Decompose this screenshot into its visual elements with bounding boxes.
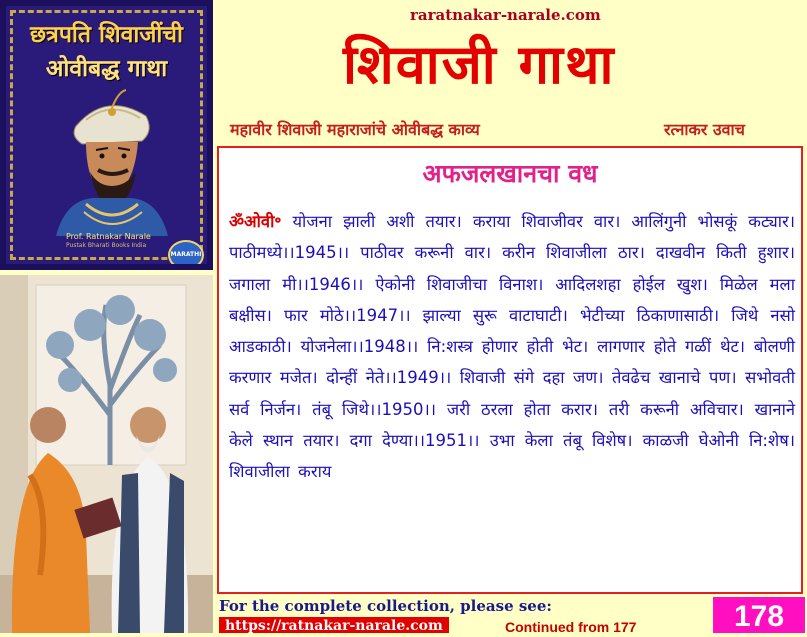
page-number-badge: 178 [713, 597, 805, 633]
book-cover-image [0, 0, 213, 270]
verse-text-block [229, 206, 795, 488]
photo-illustration [0, 275, 213, 633]
author-signature: रत्नाकर उवाच [664, 120, 745, 139]
cover-title-line2: ओवीबद्ध गाथा [45, 55, 168, 82]
cover-author [66, 232, 166, 249]
continued-note: Continued from 177 [505, 619, 637, 635]
verse-label: ॐओवी॰ [229, 212, 282, 231]
photo-two-men-with-book [0, 275, 213, 633]
subtitle: महावीर शिवाजी महाराजांचे ओवीबद्ध काव्य [230, 120, 480, 139]
content-box [217, 146, 803, 594]
verse-body: योजना झाली अशी तयार। कराया शिवाजीवर वार। आलिंगुनी भोसकूं कट्यार। पाठीमध्ये।।1945।। पाठीवर करूनी वार। करीन शिवाजीला ठार। दाखवीन किती हुशार। जगाला मी।।1946।। ऐकोनी शिवाजीचा विनाश। आदिलशहा होईल खुश। मिळेल मला बक्षीस। फार मोठे।।1947।। झाल्या सुरू वाटाघाटी। भेटीच्या ठिकाणासाठी। जिथे नसो आडकाठी। योजनेला।।1948।। नि:शस्त्र होणार होती भेट। लागणार होते गळीं थेट। बोलणी करणार मजेत। दोन्हीं नेते।।1949।। शिवाजी संगे दहा जण। तेवढेच खानाचे पण। सभोवती सर्व निर्जन। तंबू जिथे।।1950।। जरी ठरला होता करार। तरी करूनी अविचार। खानाने केले स्थान तयार। दगा देण्या।।1951।। उभा केला तंबू विशेष। काळजी घेओनी नि:शेष। शिवाजीला कराय [229, 212, 795, 482]
collection-link[interactable]: https://ratnakar-narale.com [219, 617, 449, 633]
shivaji-portrait [46, 86, 176, 236]
cover-title-line1: छत्रपति शिवाजींची [30, 21, 183, 48]
collection-note: For the complete collection, please see: [219, 597, 552, 615]
page-title: शिवाजी गाथा [343, 33, 616, 96]
marathi-badge: MARATHI [168, 240, 204, 270]
cover-author-name: Prof. Ratnakar Narale [66, 232, 151, 241]
cover-publisher: Pustak Bharati Books India [66, 242, 147, 249]
section-title: अफजलखानचा वध [422, 159, 598, 188]
site-url: raratnakar-narale.com [410, 6, 601, 24]
